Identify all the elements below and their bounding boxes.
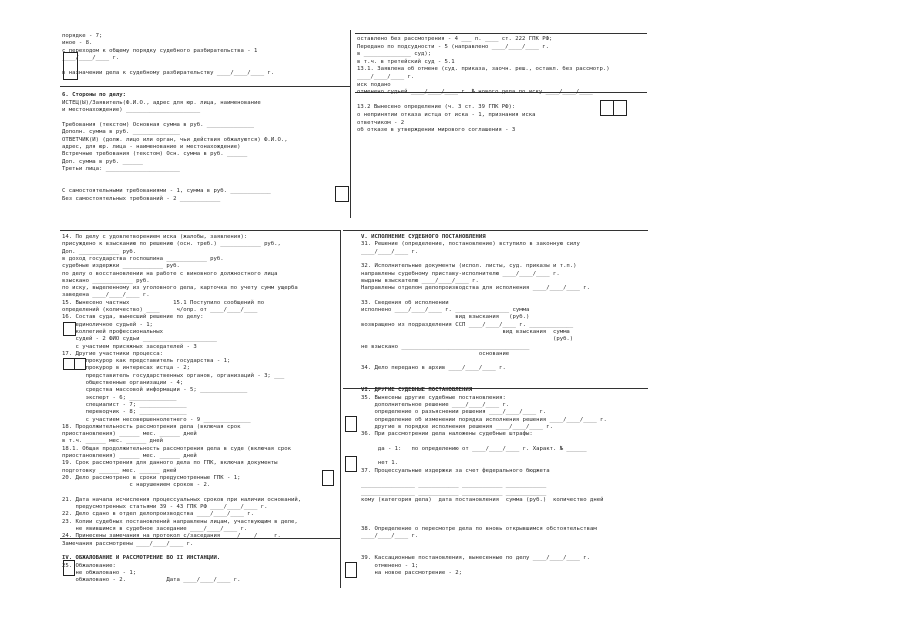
form-line: с участием присяжных заседателей - 3 bbox=[62, 343, 197, 350]
form-line: в т.ч. в третейский суд - 5.1 bbox=[357, 58, 455, 65]
form-line: заведена ____/____/____ г. bbox=[62, 292, 150, 299]
form-line: Замечания рассмотрены ____/____/____ г. bbox=[62, 540, 194, 547]
top-left-form-section bbox=[60, 30, 350, 215]
bottom-right-form-section bbox=[343, 230, 648, 588]
form-line: 18. Продолжительность рассмотрения дела (включая срок bbox=[62, 423, 241, 430]
form-line: на новое рассмотрение - 2; bbox=[361, 569, 463, 576]
form-line: иск подано bbox=[357, 81, 391, 88]
form-line: 13.2 Вынесено определение (ч. 3 ст. 39 ГПК РФ): bbox=[357, 104, 516, 111]
form-line: возвращено из подразделения ССП ____/____/____ г. _____________ bbox=[361, 321, 574, 328]
form-line: присуждено к взысканию по решению (осн. треб.) ____________ руб., bbox=[62, 241, 281, 248]
checkbox-deadline-compliance[interactable] bbox=[322, 470, 334, 486]
form-line: 15. Вынесено частных 15.1 Поступило сообщений по bbox=[62, 299, 265, 306]
form-line: о непринятии отказа истца от иска - 1, признания иска bbox=[357, 112, 536, 118]
form-line: порядке - 7; bbox=[62, 33, 103, 39]
form-line: Передано по подсудности - 5 (направлено ____/____/____ г. bbox=[357, 43, 549, 50]
form-line: Встречные требования (текстом) Осн. сумма в руб. ______ bbox=[62, 151, 248, 158]
form-line: ответчиком - 2 bbox=[357, 119, 405, 126]
form-line: 17. Другие участники процесса: bbox=[62, 350, 164, 357]
form-line: IV. ОБЖАЛОВАНИЕ И РАССМОТРЕНИЕ ВО II ИНСТАНЦИИ. bbox=[62, 555, 221, 562]
form-line: V. ИСПОЛНЕНИЕ СУДЕБНОГО ПОСТАНОВЛЕНИЯ bbox=[361, 234, 486, 240]
form-line: по иску, выделенному из уголовного дела, карточка по учету сумм ущерба bbox=[62, 285, 298, 292]
form-line: кому (категория дела) дата постановления сумма (руб.) количество дней bbox=[361, 496, 604, 503]
form-line: 6. Стороны по делу: bbox=[62, 92, 126, 99]
form-line: другие в порядке исполнения решения ____/____/____ г. bbox=[361, 423, 553, 430]
form-line: с участием несовершеннолетнего - 9 ______________ bbox=[62, 416, 251, 423]
form-line: ____/____/____ г. bbox=[62, 55, 120, 62]
form-line: Третьи лица: ______________________ bbox=[62, 166, 180, 173]
form-line: специалист - 7; ______________ bbox=[62, 401, 187, 408]
form-line: прокурор в интересах истца - 2; bbox=[62, 365, 190, 372]
separator-line bbox=[60, 86, 350, 87]
form-line: средства массовой информации - 5; ______________ bbox=[62, 387, 248, 394]
form-line: ИСТЕЦ(Ы)/Заявитель(Ф.И.О., адрес для юр. лица, наименование bbox=[62, 99, 261, 106]
form-line: 18.1. Общая продолжительность рассмотрения дела в суде (включая срок bbox=[62, 445, 292, 452]
form-line: 36. При рассмотрении дела наложены судебные штрафы: bbox=[361, 431, 533, 438]
form-line: оставлено без рассмотрения - 4 ___ п. ____ ст. 222 ГПК РФ; bbox=[357, 36, 553, 42]
form-line: общественные организации - 4; bbox=[62, 380, 184, 386]
form-line: 20. Дело рассмотрено в сроки предусмотренные ГПК - 1; bbox=[62, 474, 241, 481]
form-line: дополнительное решение ____/____/____ г. bbox=[361, 401, 510, 408]
checkbox-cassation[interactable] bbox=[345, 562, 357, 578]
form-line: единоличное судьей - 1; bbox=[62, 321, 153, 328]
form-line: отменено - 1; bbox=[361, 562, 419, 569]
checkbox-determination-a[interactable] bbox=[600, 100, 614, 116]
form-line: в ______________ суд); bbox=[357, 51, 432, 58]
form-line: определений (количество) ____ ч/опр. от ____/____/____ bbox=[62, 307, 258, 313]
form-line: коллегией профессиональных bbox=[62, 328, 164, 335]
form-line: вид взыскания (руб.) bbox=[361, 314, 530, 321]
form-line: С самостоятельными требованиями - 1, сумма в руб. ____________ bbox=[62, 188, 271, 195]
form-line: 32. Исполнительные документы (испол. листы, суд. приказы и т.п.) bbox=[361, 263, 577, 270]
form-line: предусмотренных статьями 39 - 43 ГПК РФ ____/____/____ г. bbox=[62, 504, 268, 511]
form-line: нет 1. bbox=[361, 460, 399, 467]
checkbox-other-decisions[interactable] bbox=[345, 416, 357, 432]
form-line: ________________ ____________ ____________ ____________ bbox=[361, 489, 547, 496]
form-line: ОТВЕТЧИК(И) (долж. лицо или орган, чьи действия обжалуются) Ф.И.О., bbox=[62, 136, 288, 143]
form-line: Направлены отделом делопроизводства для исполнения ____/____/____ г. bbox=[361, 285, 591, 292]
form-line: 14. По делу с удовлетворением иска (жалобы, заявления): bbox=[62, 234, 248, 240]
form-line: 35. Вынесены другие судебные постановления: bbox=[361, 394, 506, 401]
form-line: ________________ ____________ ____________ ____________ bbox=[361, 482, 547, 489]
form-line: судебные издержки ____________ руб. bbox=[62, 263, 180, 270]
form-line: вид взыскания сумма bbox=[361, 328, 570, 335]
form-line: с переходом к общему порядку судебного разбирательства - 1 bbox=[62, 47, 258, 54]
separator-line bbox=[355, 33, 647, 34]
form-line: не взыскано ______________________________________ bbox=[361, 343, 530, 350]
form-line: ____/____/____ г. bbox=[361, 533, 419, 540]
form-line: выданы взыскателю ____/____/____ г. bbox=[361, 277, 479, 284]
form-line: адрес, для юр. лица - наименование и местонахождение) bbox=[62, 144, 241, 150]
form-line: приостановления) ______ мес. ______ дней bbox=[62, 431, 197, 438]
form-line: ____/____/____ г. bbox=[361, 248, 419, 255]
form-line: представитель государственных органов, организаций - 3; ___ bbox=[62, 372, 285, 379]
form-line: не обжаловано - 1; bbox=[62, 569, 137, 576]
form-line: обжаловано - 2. Дата ____/____/____ г. bbox=[62, 577, 241, 584]
form-line: 38. Определение о пересмотре дела по вновь открывшимся обстоятельствам bbox=[361, 526, 597, 532]
form-line: направлены судебному приставу-исполнителю ____/____/____ г. bbox=[361, 270, 560, 277]
form-line: эксперт - 6; ______________ bbox=[62, 394, 177, 401]
bottom-left-form-section bbox=[60, 230, 340, 588]
form-line: отменено судьей ____/____/____ г. № нового дела по иску ____/____/____ bbox=[357, 89, 593, 96]
form-line: 39. Кассационные постановления, вынесенные по делу ____/____/____ г. bbox=[361, 555, 591, 562]
form-line: судей - 2 ФИО судьи ______________________ bbox=[62, 336, 217, 343]
form-line: основание bbox=[361, 350, 510, 357]
form-line: не явившимся в судебное заседание ____/____/____ г. bbox=[62, 526, 248, 532]
form-line: 23. Копии судебных постановлений направлены лицам, участвующим в деле, bbox=[62, 518, 298, 525]
form-line: 21. Дата начала исчисления процессуальных сроков при наличии оснований, bbox=[62, 496, 302, 503]
form-line: подготовку ______ мес. ______ дней bbox=[62, 467, 177, 474]
form-line: Дополн. сумма в руб. ______________ bbox=[62, 129, 180, 136]
form-line: 19. Срок рассмотрения для данного дела по ГПК, включая документы bbox=[62, 460, 278, 467]
checkbox-third-parties[interactable] bbox=[335, 186, 349, 202]
form-line: определение о разъяснении решения ____/____/____ г. bbox=[361, 409, 547, 416]
form-line: в назначении дела к судебному разбирательству ____/____/____ г. bbox=[62, 70, 275, 76]
form-line: иное - 8. bbox=[62, 40, 93, 47]
form-line: по делу о восстановлении на работе с виновного должностного лица bbox=[62, 270, 278, 277]
form-line: 16. Состав суда, вынесший решение по делу: bbox=[62, 314, 204, 321]
form-line: в доход государства госпошлина ____________ руб. bbox=[62, 255, 224, 262]
form-line: Без самостоятельных требований - 2 ____________ bbox=[62, 195, 221, 202]
form-line: приостановления) ______ мес. ______ дней bbox=[62, 453, 197, 459]
checkbox-fines[interactable] bbox=[345, 456, 357, 472]
form-line: определение об изменении порядка исполнения решения ____/____/____ г. bbox=[361, 416, 607, 423]
form-line: переводчик - 8; ______________ bbox=[62, 409, 187, 416]
bottom-vertical-divider bbox=[340, 230, 341, 588]
top-right-form-section bbox=[355, 30, 647, 215]
form-line: 34. Дело передано в архив ____/____/____ г. bbox=[361, 365, 506, 372]
form-line: (руб.) bbox=[361, 336, 574, 343]
top-vertical-divider bbox=[350, 30, 351, 218]
form-line: в т.ч. ______ мес. ______ дней bbox=[62, 438, 164, 445]
checkbox-determination-b[interactable] bbox=[613, 100, 627, 116]
form-line: и местонахождение) ______________________ bbox=[62, 107, 201, 113]
separator-line bbox=[60, 230, 340, 231]
form-line: 22. Дело сдано в отдел делопроизводства ____/____/____ г. bbox=[62, 511, 254, 518]
form-line: исполнено ____/____/____ г. ________________ сумма bbox=[361, 307, 530, 313]
form-line: 25. Обжалование: bbox=[62, 562, 116, 569]
form-line: прокурор как представитель государства - 1; bbox=[62, 358, 231, 365]
form-line: VI. ДРУГИЕ СУДЕБНЫЕ ПОСТАНОВЛЕНИЯ bbox=[361, 387, 473, 394]
form-line: да - 1: по определению от ____/____/____ г. Характ. № ______ bbox=[361, 445, 587, 452]
form-line: Доп. ____________ руб. bbox=[62, 248, 137, 255]
form-line: 24. Принесены замечания на протокол с/заседания ____/____/____ г. bbox=[62, 533, 281, 540]
form-line: с нарушением сроков - 2. bbox=[62, 482, 211, 489]
form-line: Требования (текстом) Основная сумма в руб. ______________ bbox=[62, 121, 254, 128]
form-line: об отказе в утверждении мирового соглашения - 3 bbox=[357, 127, 516, 134]
form-line: ____/____/____ г. bbox=[357, 74, 415, 80]
form-line: 13.1. Заявлена об отмене (суд. приказа, заочн. реш., оставл. без рассмотр.) bbox=[357, 66, 610, 73]
form-line: Доп. сумма в руб. ______ bbox=[62, 158, 143, 165]
form-line: 37. Процессуальные издержки за счет федерального бюджета bbox=[361, 467, 550, 474]
form-line: взыскано ____________ руб. bbox=[62, 277, 150, 284]
separator-line bbox=[343, 230, 648, 231]
form-line: 33. Сведения об исполнении bbox=[361, 299, 449, 306]
form-line: 31. Решение (определение, постановление) вступило в законную силу bbox=[361, 241, 580, 248]
